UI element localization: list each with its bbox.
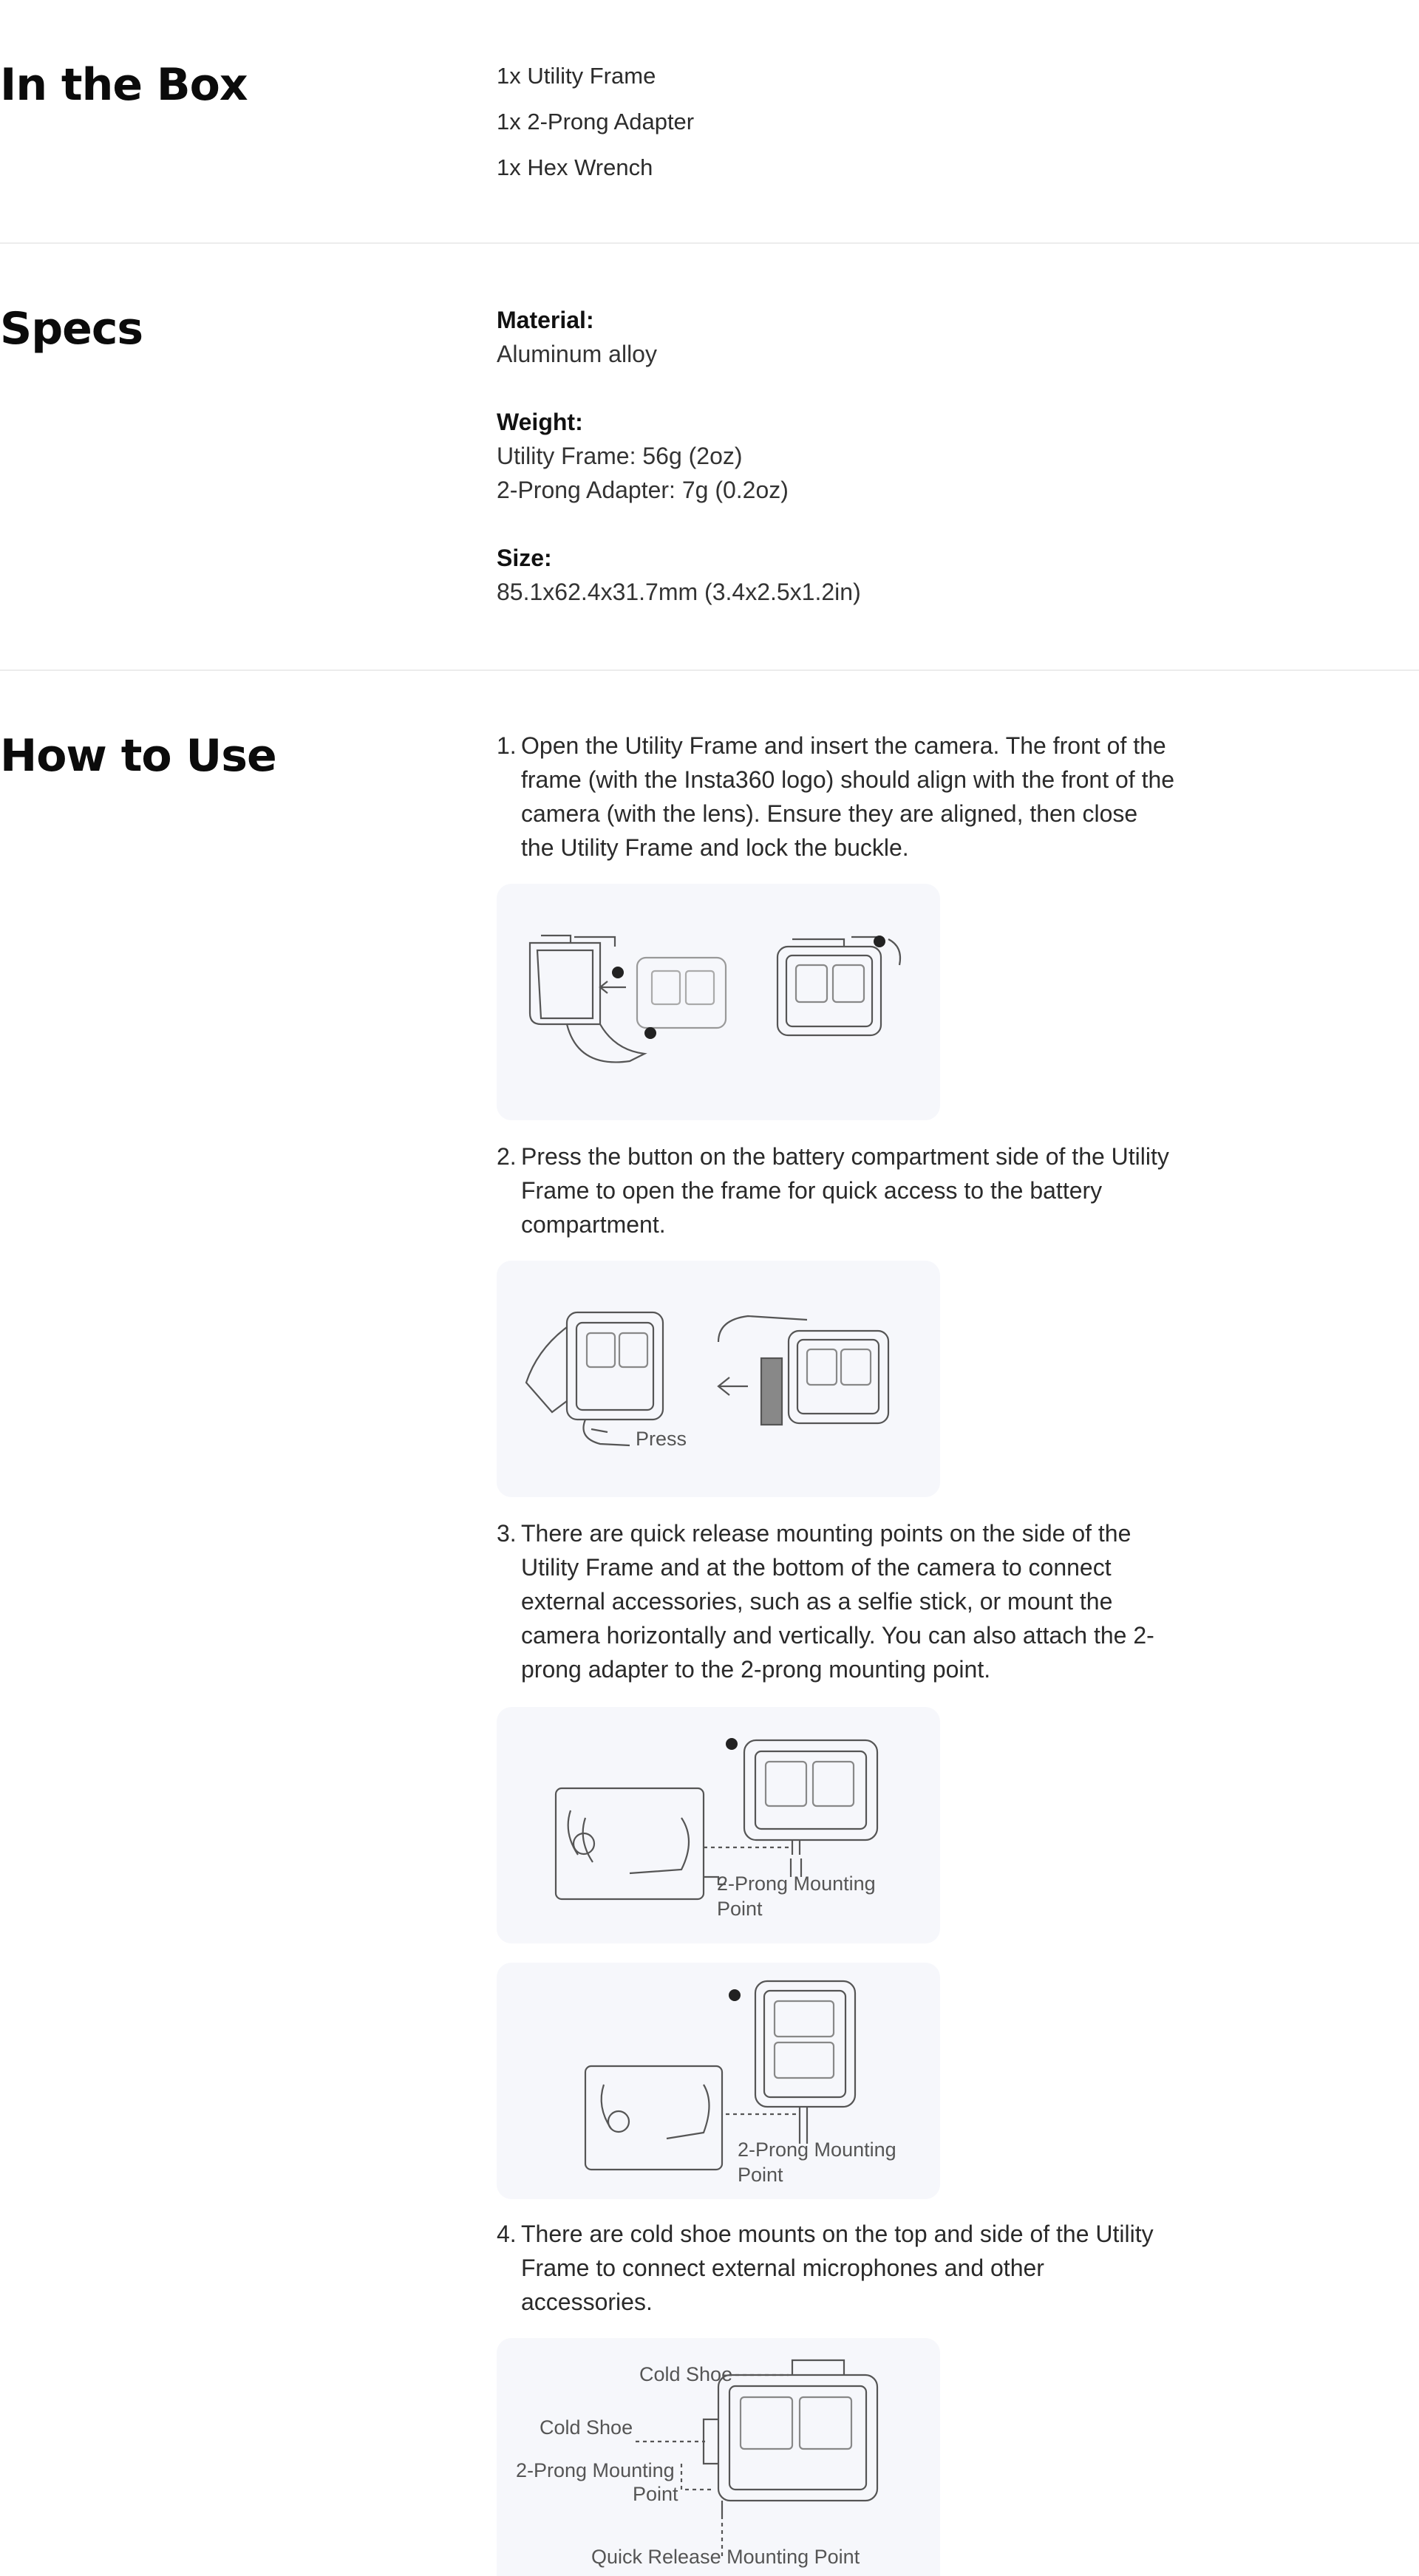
mounting-point-horizontal-illustration (497, 1707, 940, 1943)
two-prong-label-line2: Point (738, 2164, 783, 2186)
specs-section (0, 244, 1419, 671)
two-prong-label-line1: 2-Prong Mounting (717, 1873, 876, 1895)
spec-label: Size: (497, 545, 552, 571)
spec-label: Material: (497, 307, 594, 333)
step-text: Open the Utility Frame and insert the camera. The front of the frame (with the Insta360 logo) should align with the front of the camera (with the lens). Ensure they are aligned, then close the Utility Frame and lock the buckle. (521, 732, 1175, 861)
step-text: There are quick release mounting points on the side of the Utility Frame and at the bottom of the camera to connect external accessories, such as a selfie stick, or mount the camera horizontally and vertically. You can also attach the 2-prong adapter to the 2-prong mounting point. (521, 1520, 1154, 1683)
in-the-box-section (0, 0, 1419, 244)
two-prong-right-label-line1: 2-Prong Mounting (516, 2459, 675, 2481)
in-the-box-list (497, 53, 1177, 191)
cold-shoe-top-label: Cold Shoe (639, 2363, 733, 2385)
two-prong-right-label-line2: Point (633, 2483, 678, 2505)
spec-value: Utility Frame: 56g (2oz) (497, 443, 743, 469)
spec-label: Weight: (497, 409, 583, 435)
section-divider (0, 669, 1419, 671)
spec-material (497, 303, 1177, 371)
spec-value: 85.1x62.4x31.7mm (3.4x2.5x1.2in) (497, 579, 861, 605)
in-the-box-title: In the Box (0, 59, 248, 111)
cold-shoe-side-label: Cold Shoe (540, 2416, 633, 2439)
step-2 (497, 1139, 1177, 1241)
press-label: Press (636, 1428, 687, 1450)
step-1-illustration (497, 884, 940, 1120)
step-text: There are cold shoe mounts on the top and side of the Utility Frame to connect external microphones and other accessories. (521, 2221, 1154, 2315)
spec-value: Aluminum alloy (497, 341, 657, 367)
step-3a-illustration (497, 1707, 940, 1943)
specs-list (497, 303, 1177, 643)
step-2-illustration (497, 1261, 940, 1497)
frame-insert-illustration (497, 884, 940, 1120)
step-1 (497, 729, 1177, 865)
spec-value: 2-Prong Adapter: 7g (0.2oz) (497, 477, 789, 503)
step-number: 3. (497, 1520, 517, 1547)
battery-access-illustration (497, 1261, 940, 1497)
step-text: Press the button on the battery compartment side of the Utility Frame to open the frame for quick access to the battery compartment. (521, 1143, 1169, 1238)
step-number: 1. (497, 732, 517, 759)
step-4 (497, 2217, 1177, 2319)
list-item: 1x Utility Frame (497, 63, 656, 89)
list-item: 1x Hex Wrench (497, 154, 653, 180)
quick-release-label: Quick Release Mounting Point (591, 2546, 860, 2568)
two-prong-label-line1: 2-Prong Mounting (738, 2139, 896, 2161)
list-item: 1x 2-Prong Adapter (497, 109, 695, 134)
step-number: 2. (497, 1143, 517, 1170)
step-3 (497, 1516, 1177, 1686)
spec-weight (497, 405, 1177, 507)
cold-shoe-illustration (497, 2338, 940, 2576)
step-number: 4. (497, 2221, 517, 2247)
spec-size (497, 541, 1177, 609)
step-3b-illustration (497, 1963, 940, 2199)
specs-title: Specs (0, 303, 143, 355)
mounting-point-vertical-illustration (497, 1963, 940, 2199)
step-4-illustration (497, 2338, 940, 2576)
how-to-use-title: How to Use (0, 730, 276, 782)
two-prong-label-line2: Point (717, 1898, 763, 1920)
